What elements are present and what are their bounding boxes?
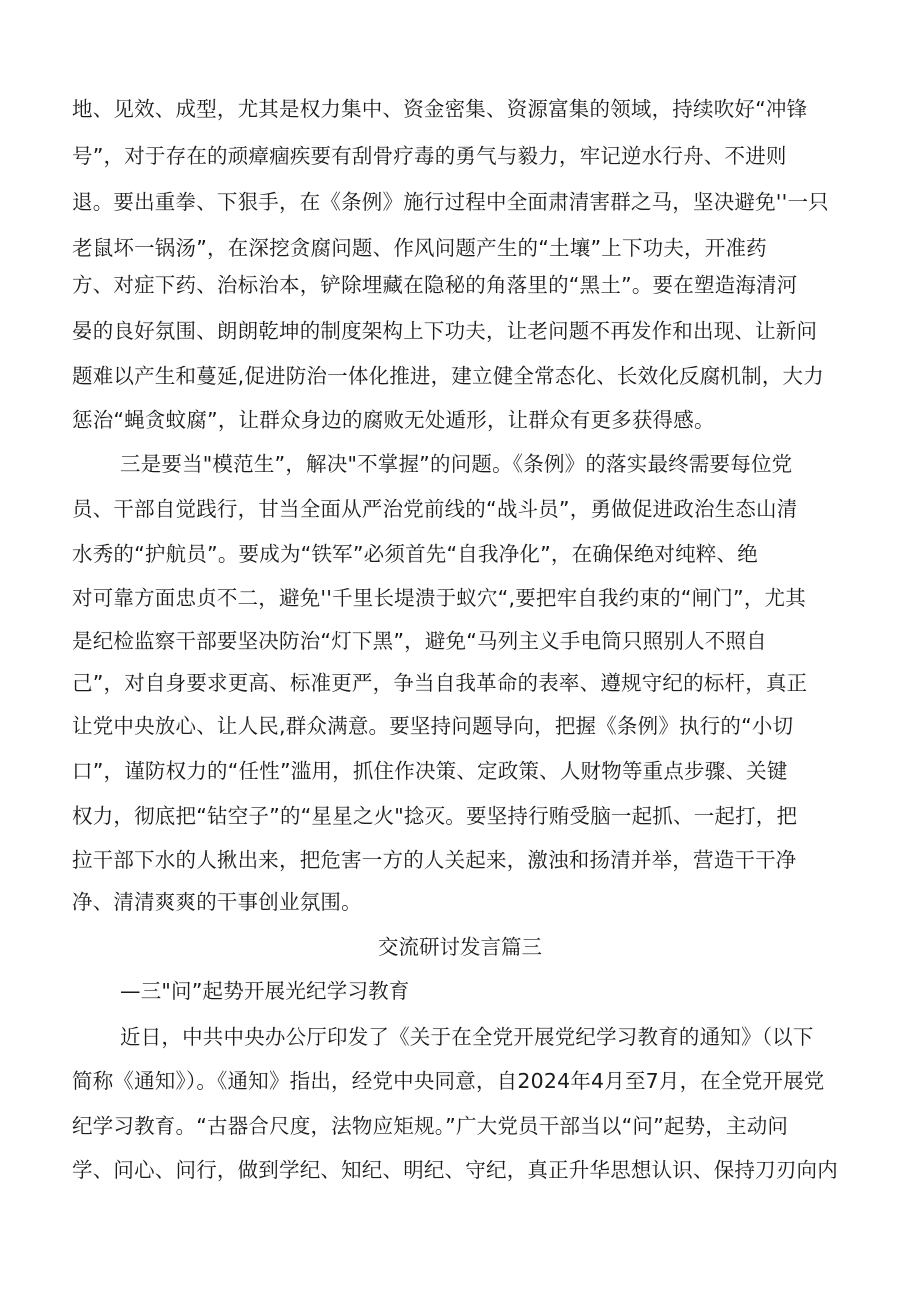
section-subtitle: —三"问”起势开展光纪学习教育 — [120, 979, 410, 1003]
text-line: 己”，对自身要求更高、标准更严，争当自我革命的表率、遵规守纪的标杆，真正 — [72, 671, 808, 695]
paragraph-first-line: 三是要当"模范生”，解决"不掌握”的问题。《条例》的落实最终需要每位党 — [120, 452, 793, 476]
text-line: 员、干部自觉践行，甘当全面从严治党前线的“战斗员”，勇做促进政治生态山清 — [72, 497, 798, 521]
text-line: 是纪检监察干部要坚决防治“灯下黑”，避免“马列主义手电筒只照别人不照自 — [72, 629, 767, 653]
text-line: 地、见效、成型，尤其是权力集中、资金密集、资源富集的领域，持续吹好“冲锋 — [72, 97, 808, 121]
text-line: 对可靠方面忠贞不二，避免''千里长堤溃于蚁穴“,要把牢自我约束的“闸门”，尤其 — [72, 586, 806, 610]
text-line: 号”，对于存在的顽瘴痼疾要有刮骨疗毒的勇气与毅力，牢记逆水行舟、不进则 — [72, 144, 787, 168]
text-line: 拉干部下水的人揪出来，把危害一方的人关起来，激浊和扬清并举，营造干干净 — [72, 848, 797, 872]
text-line: 老鼠坏一锅汤”，在深挖贪腐问题、作风问题产生的“土壤”上下功夫，开准药 — [72, 236, 767, 260]
text-line: 学、问心、问行，做到学纪、知纪、明纪、守纪，真正升华思想认识、保持刀刃向内 — [72, 1158, 838, 1182]
text-line: 纪学习教育。“古器合尺度，法物应矩规。”广大党员干部当以“问”起势，主动问 — [72, 1114, 789, 1138]
text-line: 简称《通知》）。《通知》指出，经党中央同意，自2024年4月至7月，在全党开展党 — [72, 1069, 825, 1093]
paragraph-first-line: 近日，中共中央办公厅印发了《关于在全党开展党纪学习教育的通知》（以下 — [120, 1025, 814, 1049]
text-line: 晏的良好氛围、朗朗乾坤的制度架构上下功夫，让老问题不再发作和出现、让新问 — [72, 319, 818, 343]
text-line: 方、对症下药、治标治本，铲除埋藏在隐秘的角落里的“黑土”。要在塑造海清河 — [72, 273, 798, 297]
text-line: 水秀的“护航员”。要成为“铁军”必须首先“自我净化”，在确保绝对纯粹、绝 — [72, 542, 758, 566]
text-line: 惩治“蝇贪蚊腐”，让群众身边的腐败无处遁形，让群众有更多获得感。 — [72, 408, 715, 432]
text-line: 退。要出重拳、下狠手，在《条例》施行过程中全面肃清害群之马，坚决避免''一只 — [72, 190, 829, 214]
text-line: 让党中央放心、让人民,群众满意。要坚持问题导向，把握《条例》执行的“小切 — [72, 714, 794, 738]
text-line: 权力，彻底把“钻空子”的“星星之火"捻灭。要坚持行贿受脑一起抓、一起打，把 — [72, 804, 798, 828]
text-line: 口”，谨防权力的“任性”滥用，抓住作决策、定政策、人财物等重点步骤、关键 — [72, 759, 788, 783]
section-title: 交流研讨发言篇三 — [378, 935, 542, 959]
text-line: 题难以产生和蔓延,促进防治一体化推进，建立健全常态化、长效化反腐机制，大力 — [72, 364, 824, 388]
text-line: 净、清清爽爽的干事创业氛围。 — [72, 890, 362, 914]
